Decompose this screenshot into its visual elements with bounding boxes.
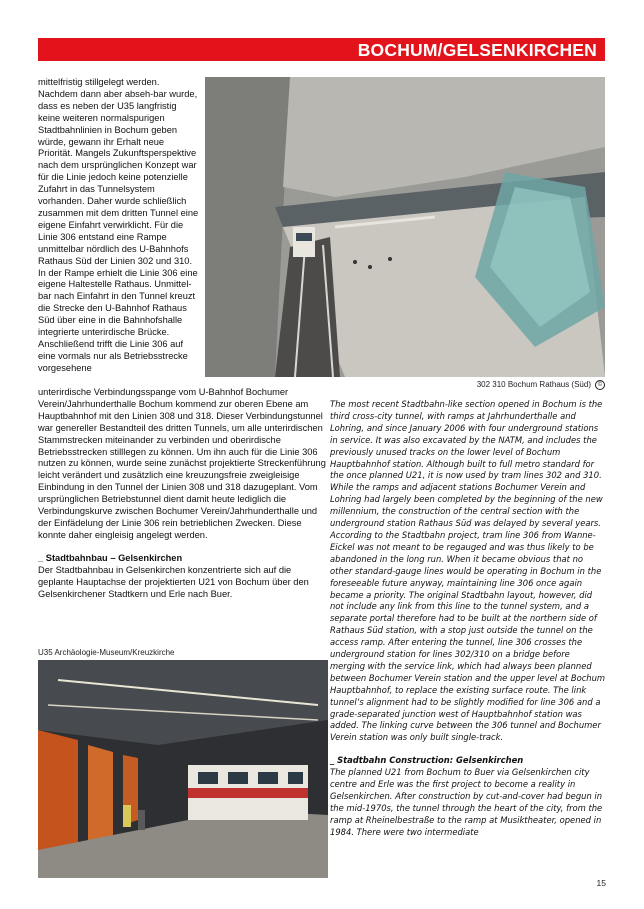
copyright-icon: ©: [595, 380, 605, 390]
header-bar: [38, 38, 605, 61]
paragraph: The most recent Stadtbahn-like section opened in Bochum is the third cross-city tunnel, with ramps at Jahrhunderthalle and Lohring, and since January 2006 with four underground stations in service. It was also excavated by the NATM, and includes the previously unused tracks on the lower level of Bochum Hauptbahnhof station. Although built to full metro standard for the once planned U21, it is now used by tram lines 302 and 310. While the ramps and adjacent stations Bochumer Verein and Lohring had largely been completed by the beginning of the new millennium, the construction of the central section with the underground station Rathaus Süd was delayed by several years.: [330, 399, 603, 529]
section-heading-gelsenkirchen-de: _ Stadtbahnbau – Gelsenkirchen: [38, 552, 183, 563]
german-text-column-bottom: [38, 387, 328, 600]
english-text-column: [330, 399, 606, 839]
caption-text: 302 310 Bochum Rathaus (Süd): [476, 380, 591, 390]
page-title: BOCHUM/GELSENKIRCHEN: [357, 40, 597, 60]
photo-caption-top: [420, 380, 605, 390]
paragraph: mittelfristig stillgelegt werden. Nachdem dann aber abseh-bar wurde, dass es neben der U35 langfristig keine weiteren normalspurigen Stadtbahnlinien in Bochum geben würde, gewann ihr Erhalt neue Priorität. Mangels Zukunftsperspektive nach dem ursprünglichen Konzept war für die Linie jedoch keine potenzielle Zufahrt in das Tunnelsystem vorhanden. Daher wurde schließlich zusammen mit dem dritten Tunnel eine eigene Einfahrt verwirklicht. Für die Linie 306 entstand eine Rampe unmittelbar nördlich des U-Bahnhofs Rathaus Süd der Linien 302 und 310. In der Rampe erhielt die Linie 306 eine eigene Haltestelle Rathaus. Unmittel-bar nach Einfahrt in den Tunnel kreuzt die Strecke den U-Bahnhof Rathaus Süd über eine in die Bahnhofshalle integrierte unterirdische Brücke. Anschließend trifft die Linie 306 auf eine vormals nur als Betriebsstrecke vorgesehene: [38, 77, 199, 373]
section-heading-gelsenkirchen-en: _ Stadtbahn Construction: Gelsenkirchen: [330, 755, 524, 766]
station-photo-illustration-bottom: [38, 660, 328, 878]
photo-caption-bottom: U35 Archäologie-Museum/Kreuzkirche: [38, 648, 175, 657]
paragraph: The planned U21 from Bochum to Buer via Gelsenkirchen city centre and Erle was the first project to become a reality in Gelsenkirchen. After construction by cut-and-cover had begun in the mid-1970s, the tunnel through the heart of the city, from the ramp at Rheinelbestraße to the ramp at Musiktheater, opened in 1984. There were two intermediate: [330, 767, 603, 837]
paragraph: According to the Stadtbahn project, tram line 306 from Wanne-Eickel was not meant to be regauged and was thus likely to be abandoned in the long run. When it became obvious that no other standard-gauge lines would be operating in Bochum in the foreseeable future anyway, maintaining line 306 once again became a priority. The original Stadtbahn layout, however, did not include any link from this line to the tunnel system, and a separate portal therefore had to be built at the northern side of Rathaus Süd station, with a stop just outside the tunnel on the access ramp. After entering the tunnel, line 306 crosses the underground station for lines 302/310 on a bridge before merging with the service link, which had always been planned between Bochumer Verein station and the upper level at Bochum Hauptbahnhof, to replace the existing surface route. The link tunnel’s alignment had to be slightly modified for line 306 and a grade-separated junction west of Hauptbahnhof station was added. The linking curve between the 306 tunnel and Bochumer Verein station was only built single-track.: [330, 529, 606, 743]
german-text-column-top: [38, 77, 200, 375]
paragraph: unterirdische Verbindungsspange vom U-Bahnhof Bochumer Verein/Jahrhunderthalle Bochum kommend zur oberen Ebene am Hauptbahnhof mit den Linien 308 und 318. Dieser Verbindungstunnel war genereller Bestandteil des dritten Tunnels, um alle unterirdischen Stammstrecken miteinander zu verbinden und oberirdische Betriebsstrecken stilllegen zu können. Um ihn auch für die Linie 306 nutzen zu können, wurde seine zunächst projektierte Streckenführung leicht verändert und zusätzlich eine kreuzungsfreie zweigleisige Einbindung in den Tunnel der Linien 308 und 318 dazugeplant. Vom ursprünglichen Betriebstunnel dient damit heute lediglich die Verbindungskurve zwischen Bochumer Verein/Jahrhunderthalle und der Einfädelung der Linie 306 rein betrieblichen Zwecken. Diese konnte daher eingleisig angelegt werden.: [38, 387, 326, 540]
paragraph: Der Stadtbahnbau in Gelsenkirchen konzentrierte sich auf die geplante Hauptachse der projektierten U21 von Bochum über den Gelsenkirchener Stadtkern und Erle nach Buer.: [38, 564, 309, 599]
station-photo-rathaus-sued: [205, 77, 605, 377]
page-number: 15: [596, 878, 606, 888]
station-photo-illustration: [205, 77, 605, 377]
station-photo-archaeologie-museum: [38, 660, 328, 878]
